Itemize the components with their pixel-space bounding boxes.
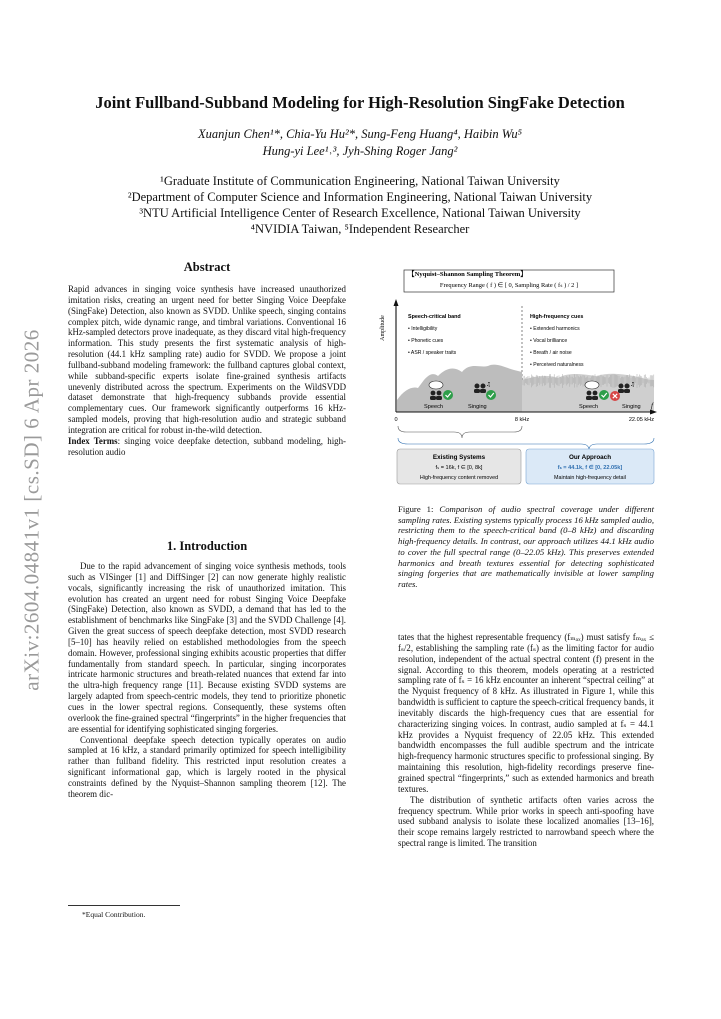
label-speech-right: Speech (579, 404, 598, 410)
right-band-item-2: • Vocal brilliance (530, 338, 568, 344)
tick-8khz: 8 kHz (514, 417, 530, 423)
y-axis-label: Amplitude (380, 315, 386, 341)
intro-para-2: Conventional deepfake speech detection typically operates on audio sampled at 16 kHz, a standard primarily optimized for speech intelligibility rather than fullband fidelity. This restricted input resolution creates a significant informational gap, which is largely rooted in the physical constraints defined by the Nyquist–Shannon sampling theorem [12]. The theorem dic- (68, 734, 346, 799)
theorem-title: 【Nyquist–Shannon Sampling Theorem】 (408, 271, 527, 278)
abstract-text: Rapid advances in singing voice synthesis have increased unauthorized imitation risks, creating an urgent need for better Singing Voice Deepfake (SingFake) Detection, also known as SVDD. Unlike speech, singing contains complex pitch, wide dynamic range, and timbral variations. Conventional 16 kHz-sampled detectors prove inadequate, as they discard vital high-frequency information. This study presents the first systematic analysis of high-resolution (44.1 kHz sampling rate) audio for SVDD. We propose a joint fullband-subband modeling framework: the fullband captures global context, while subband-specific experts isolate fine-grained synthesis artifacts unevenly distributed across the spectrum. Experiments on the WildSVDD dataset demonstrate that high-frequency subbands provide essential complementary cues. Our framework significantly outperforms 16 kHz-sampled models, proving that high-resolution audio and strategic subband integration are critical for robust in-the-wild detection. (68, 284, 346, 435)
right-column-body (398, 632, 654, 849)
affiliation-3: ³NTU Artificial Intelligence Center of Research Excellence, National Taiwan University (139, 206, 581, 220)
theorem-formula: Frequency Range ( f ) ∈ [ 0, Sampling Rate ( fₛ ) / 2 ] (439, 282, 579, 289)
footnote: *Equal Contribution. (82, 910, 146, 919)
singing-ok-check-icon (486, 390, 496, 400)
svg-text:♫: ♫ (486, 382, 491, 388)
existing-params: fₛ = 16k, f ∈ [0, 8k] (435, 465, 483, 471)
svg-text:♫: ♫ (630, 382, 635, 388)
ours-desc: Maintain high-frequency detail (554, 475, 626, 481)
right-band-title: High-frequency cues (530, 314, 584, 320)
right-para-1: tates that the highest representable frequency (fₘₐₓ) must satisfy fₘₐₓ ≤ fₛ/2, establishing the sampling rate (fₛ) as the limiting factor for audio resolution, independent of the actual spectral content (f) present in the signal. According to this theorem, models operating at a restricted sampling rate of fₛ = 16 kHz encounter an inherent “spectral ceiling” at the Nyquist frequency of 8 kHz. As illustrated in Figure 1, while this bandwidth is sufficient to capture the speech-critical frequency bands, it inevitably discards the high-frequency cues that are essential for characterizing singing voices. In contrast, audio sampled at fₛ = 44.1 kHz provides a Nyquist frequency of 22.05 kHz. This extended bandwidth encompasses the full audible spectrum and the intricate high-frequency harmonic structures specific to professional singing. By maintaining this resolution, high-fidelity recordings preserve fine-grained spectral “fingerprints,” such as extended harmonics and breath textures. (398, 632, 654, 794)
arxiv-stamp-text: arXiv:2604.04841v1 [cs.SD] 6 Apr 2026 (19, 329, 44, 691)
right-band-item-3: • Breath / air noise (530, 350, 572, 356)
speech-ok-check-icon (443, 390, 453, 400)
existing-desc: High-frequency content removed (419, 475, 499, 481)
tick-22khz: 22.05 kHz (628, 417, 654, 423)
existing-brace (398, 426, 522, 438)
introduction-heading: 1. Introduction (166, 539, 248, 553)
ours-brace (398, 438, 654, 450)
left-band-item-1: • Intelligibility (408, 326, 438, 332)
affiliation-1: ¹Graduate Institute of Communication Engineering, National Taiwan University (160, 174, 560, 188)
index-terms-label: Index Terms (68, 435, 118, 446)
right-band-item-4: • Perceived naturalness (530, 362, 584, 368)
right-para-2: The distribution of synthetic artifacts often varies across the frequency spectrum. While prior works in speech anti-spoofing have used subband analysis to isolate these localized anomalies [13–16], their scope remains largely restricted to narrowband speech where the spectral range is limited. The transition (398, 794, 654, 849)
label-speech-left: Speech (424, 404, 443, 410)
abstract-body (68, 284, 346, 458)
left-band-title: Speech-critical band (408, 314, 461, 320)
y-axis-arrow (394, 299, 399, 306)
caption-text: Comparison of audio spectral coverage under different sampling rates. Existing systems typically process 16 kHz sampled audio, restricting them to the speech-critical band (0–8 kHz) and discarding high-frequency details. In contrast, our approach utilizes 44.1 kHz audio to cover the full spectral range (0–22.05 kHz). This preserves extended harmonics and breath textures essential for detecting sophisticated singing forgeries that are mathematically invisible at lower sampling rates. (398, 504, 654, 589)
footnote-rule (68, 905, 180, 906)
x-axis-label: f (651, 402, 653, 410)
index-terms-text: : singing voice deepfake detection, subband modeling, high-resolution audio (68, 435, 346, 457)
tick-0: 0 (394, 417, 398, 423)
paper-title: Joint Fullband-Subband Modeling for High-Resolution SingFake Detection (95, 93, 625, 112)
right-band-item-1: • Extended harmonics (530, 326, 580, 332)
left-band-item-2: • Phonetic cues (408, 338, 444, 344)
intro-para-1: Due to the rapid advancement of singing voice synthesis methods, tools such as VISinger [1] and DiffSinger [2] can now generate highly realistic vocals, significantly increasing the risk of unauthorized imitation. This evolution has created an urgent need for robust Singing Voice Deepfake (SingFake) Detection, also known as SVDD, a demand that has led to the establishment of benchmarks like SingFake [3] and the SVDD Challenge [4]. Given the great success of speech deepfake detection, most SVDD research [5–10] has heavily relied on established methodologies from the speech domain. However, professional singing exhibits acoustic properties that differ fundamentally from standard speech. In particular, singing incorporates intricate harmonic structures and breath-related nuances that extend far into the ultra-high frequency range [11]. Because existing SVDD systems are largely adapted from speech-centric models, they tend to prioritize phonetic cues in the lower spectral regions. Consequently, these systems often overlook the fine-grained spectral “fingerprints” in the higher frequencies that are essential for identifying sophisticated singing forgeries. (68, 561, 346, 734)
label-singing-right: Singing (622, 404, 641, 410)
singing-fail-cross-icon (610, 391, 620, 401)
affiliation-4: ⁴NVIDIA Taiwan, ⁵Independent Researcher (250, 222, 470, 236)
arxiv-stamp (20, 300, 44, 720)
ours-params: fₛ = 44.1k, f ∈ [0, 22.05k] (557, 465, 623, 471)
existing-title: Existing Systems (432, 454, 486, 461)
authors-line-1: Xuanjun Chen¹*, Chia-Yu Hu²*, Sung-Feng Huang⁴, Haibin Wu⁵ (197, 127, 523, 141)
authors-line-2: Hung-yi Lee¹˒³, Jyh-Shing Roger Jang² (262, 144, 458, 158)
label-singing-left: Singing (468, 404, 487, 410)
ours-title: Our Approach (568, 454, 612, 461)
abstract-heading: Abstract (183, 260, 231, 274)
affiliation-2: ²Department of Computer Science and Information Engineering, National Taiwan University (127, 190, 593, 204)
speech-band-spectrum (397, 365, 522, 412)
left-band-item-3: • ASR / speaker traits (408, 350, 457, 356)
figure-caption (398, 504, 654, 590)
speech-ok-check-icon-right (599, 390, 609, 400)
figure-1 (380, 266, 658, 486)
index-terms (68, 436, 346, 458)
introduction-body (68, 561, 346, 800)
caption-label: Figure 1: (398, 504, 440, 514)
